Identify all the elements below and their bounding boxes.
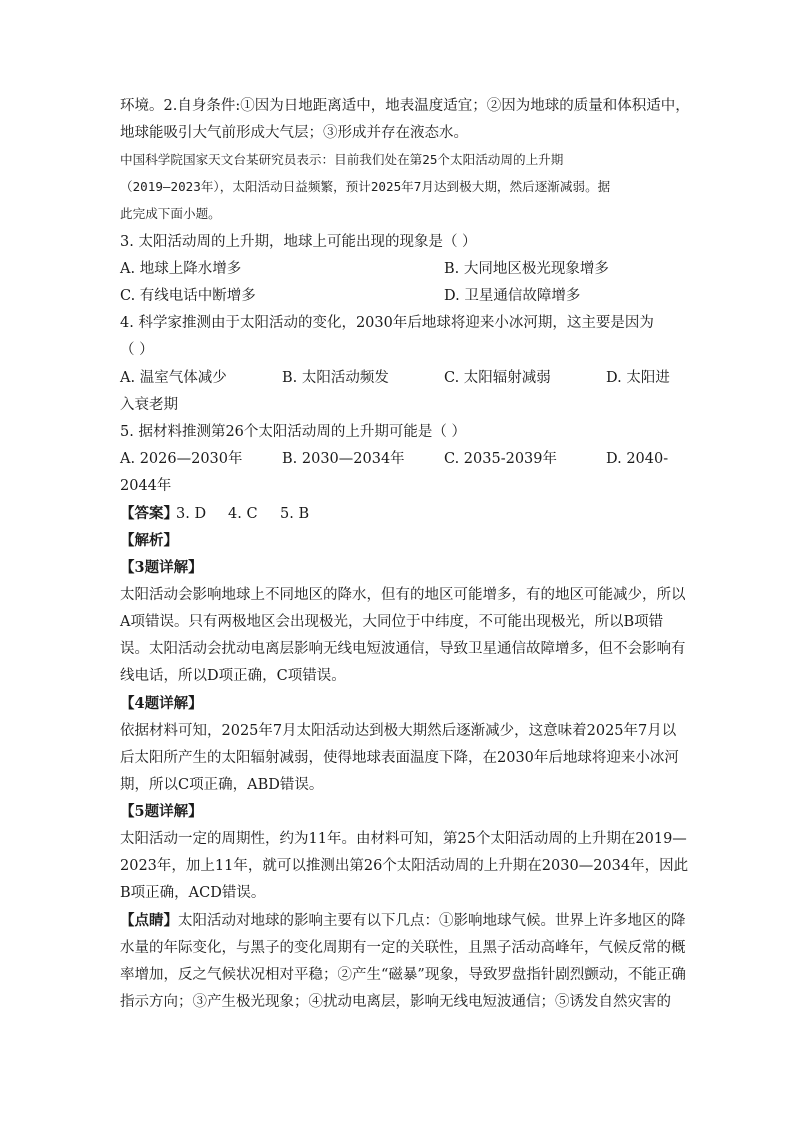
answer-label: 【答案】 bbox=[120, 505, 178, 522]
tip-line-4: 指示方向；③产生极光现象；④扰动电离层，影响无线电短波通信；⑤诱发自然灾害的 bbox=[120, 994, 671, 1010]
q5-detail-line-3: B项正确，ACD错误。 bbox=[120, 885, 266, 901]
intro-line-1: 环境。2.自身条件:①因为日地距离适中，地表温度适宜；②因为地球的质量和体积适中， bbox=[120, 98, 690, 114]
q3-detail-label: 【3题详解】 bbox=[120, 559, 203, 576]
q4-detail-label: 【4题详解】 bbox=[120, 695, 203, 712]
material-line-3: 此完成下面小题。 bbox=[120, 206, 221, 221]
q4-option-c: C. 太阳辐射减弱 bbox=[444, 370, 551, 386]
material-line-1: 中国科学院国家天文台某研究员表示：目前我们处在第25个太阳活动周的上升期 bbox=[120, 152, 564, 167]
q5-option-d: D. 2040- bbox=[606, 451, 669, 467]
q3-detail-line-2: A项错误。只有两极地区会出现极光，大同位于中纬度，不可能出现极光，所以B项错 bbox=[120, 614, 664, 630]
q3-option-b: B. 大同地区极光现象增多 bbox=[444, 261, 609, 277]
q3-option-d: D. 卫星通信故障增多 bbox=[444, 288, 581, 304]
q3-option-c: C. 有线电话中断增多 bbox=[120, 288, 256, 304]
q5-stem: 5. 据材料推测第26个太阳活动周的上升期可能是（ ） bbox=[120, 424, 467, 440]
q5-detail-line-1: 太阳活动一定的周期性，约为11年。由材料可知，第25个太阳活动周的上升期在2019— bbox=[120, 831, 687, 847]
q3-detail-line-1: 太阳活动会影响地球上不同地区的降水，但有的地区可能增多，有的地区可能减少，所以 bbox=[120, 587, 686, 603]
q4-option-a: A. 温室气体减少 bbox=[120, 370, 227, 386]
q3-option-a: A. 地球上降水增多 bbox=[120, 261, 242, 277]
q4-option-d: D. 太阳进 bbox=[606, 370, 670, 386]
q3-detail-line-3: 误。太阳活动会扰动电离层影响无线电短波通信，导致卫星通信故障增多，但不会影响有 bbox=[120, 641, 686, 657]
material-line-2: （2019—2023年），太阳活动日益频繁，预计2025年7月达到极大期，然后逐渐减弱。据 bbox=[120, 179, 611, 194]
answer-q4: 4. C bbox=[228, 506, 258, 522]
answer-q3: 3. D bbox=[176, 506, 207, 522]
answer-q5: 5. B bbox=[280, 506, 310, 522]
tip-first-text: 太阳活动对地球的影响主要有以下几点：①影响地球气候。世界上许多地区的降 bbox=[178, 913, 686, 929]
q5-option-a: A. 2026—2030年 bbox=[120, 451, 243, 467]
q4-detail-line-2: 后太阳所产生的太阳辐射减弱，使得地球表面温度下降，在2030年后地球将迎来小冰河 bbox=[120, 750, 679, 766]
tip-line-3: 率增加，反之气候状况相对平稳；②产生“磁暴”现象，导致罗盘指针剧烈颤动，不能正确 bbox=[120, 967, 686, 983]
q5-detail-label: 【5题详解】 bbox=[120, 803, 203, 820]
q4-stem-parens: （ ） bbox=[120, 342, 154, 358]
q5-option-b: B. 2030—2034年 bbox=[282, 451, 405, 467]
tip-line-1 bbox=[120, 911, 686, 931]
q3-stem: 3. 太阳活动周的上升期，地球上可能出现的现象是（ ） bbox=[120, 234, 477, 250]
q4-detail-line-3: 期，所以C项正确，ABD错误。 bbox=[120, 777, 324, 793]
q4-option-d-cont: 入衰老期 bbox=[120, 397, 178, 413]
analysis-label: 【解析】 bbox=[120, 532, 178, 549]
q4-detail-line-1: 依据材料可知，2025年7月太阳活动达到极大期然后逐渐减少，这意味着2025年7月以 bbox=[120, 723, 677, 739]
tip-line-2: 水量的年际变化，与黑子的变化周期有一定的关联性，且黑子活动高峰年，气候反常的概 bbox=[120, 940, 686, 956]
q4-option-b: B. 太阳活动频发 bbox=[282, 370, 389, 386]
q5-option-d-cont: 2044年 bbox=[120, 478, 172, 494]
q5-option-c: C. 2035-2039年 bbox=[444, 451, 557, 467]
tip-label: 【点睛】 bbox=[120, 912, 178, 929]
q3-detail-line-4: 线电话，所以D项正确，C项错误。 bbox=[120, 668, 346, 684]
q4-stem: 4. 科学家推测由于太阳活动的变化，2030年后地球将迎来小冰河期，这主要是因为 bbox=[120, 315, 654, 331]
q5-detail-line-2: 2023年，加上11年，就可以推测出第26个太阳活动周的上升期在2030—2034年，因此 bbox=[120, 858, 689, 874]
intro-line-2: 地球能吸引大气前形成大气层；③形成并存在液态水。 bbox=[120, 125, 468, 141]
